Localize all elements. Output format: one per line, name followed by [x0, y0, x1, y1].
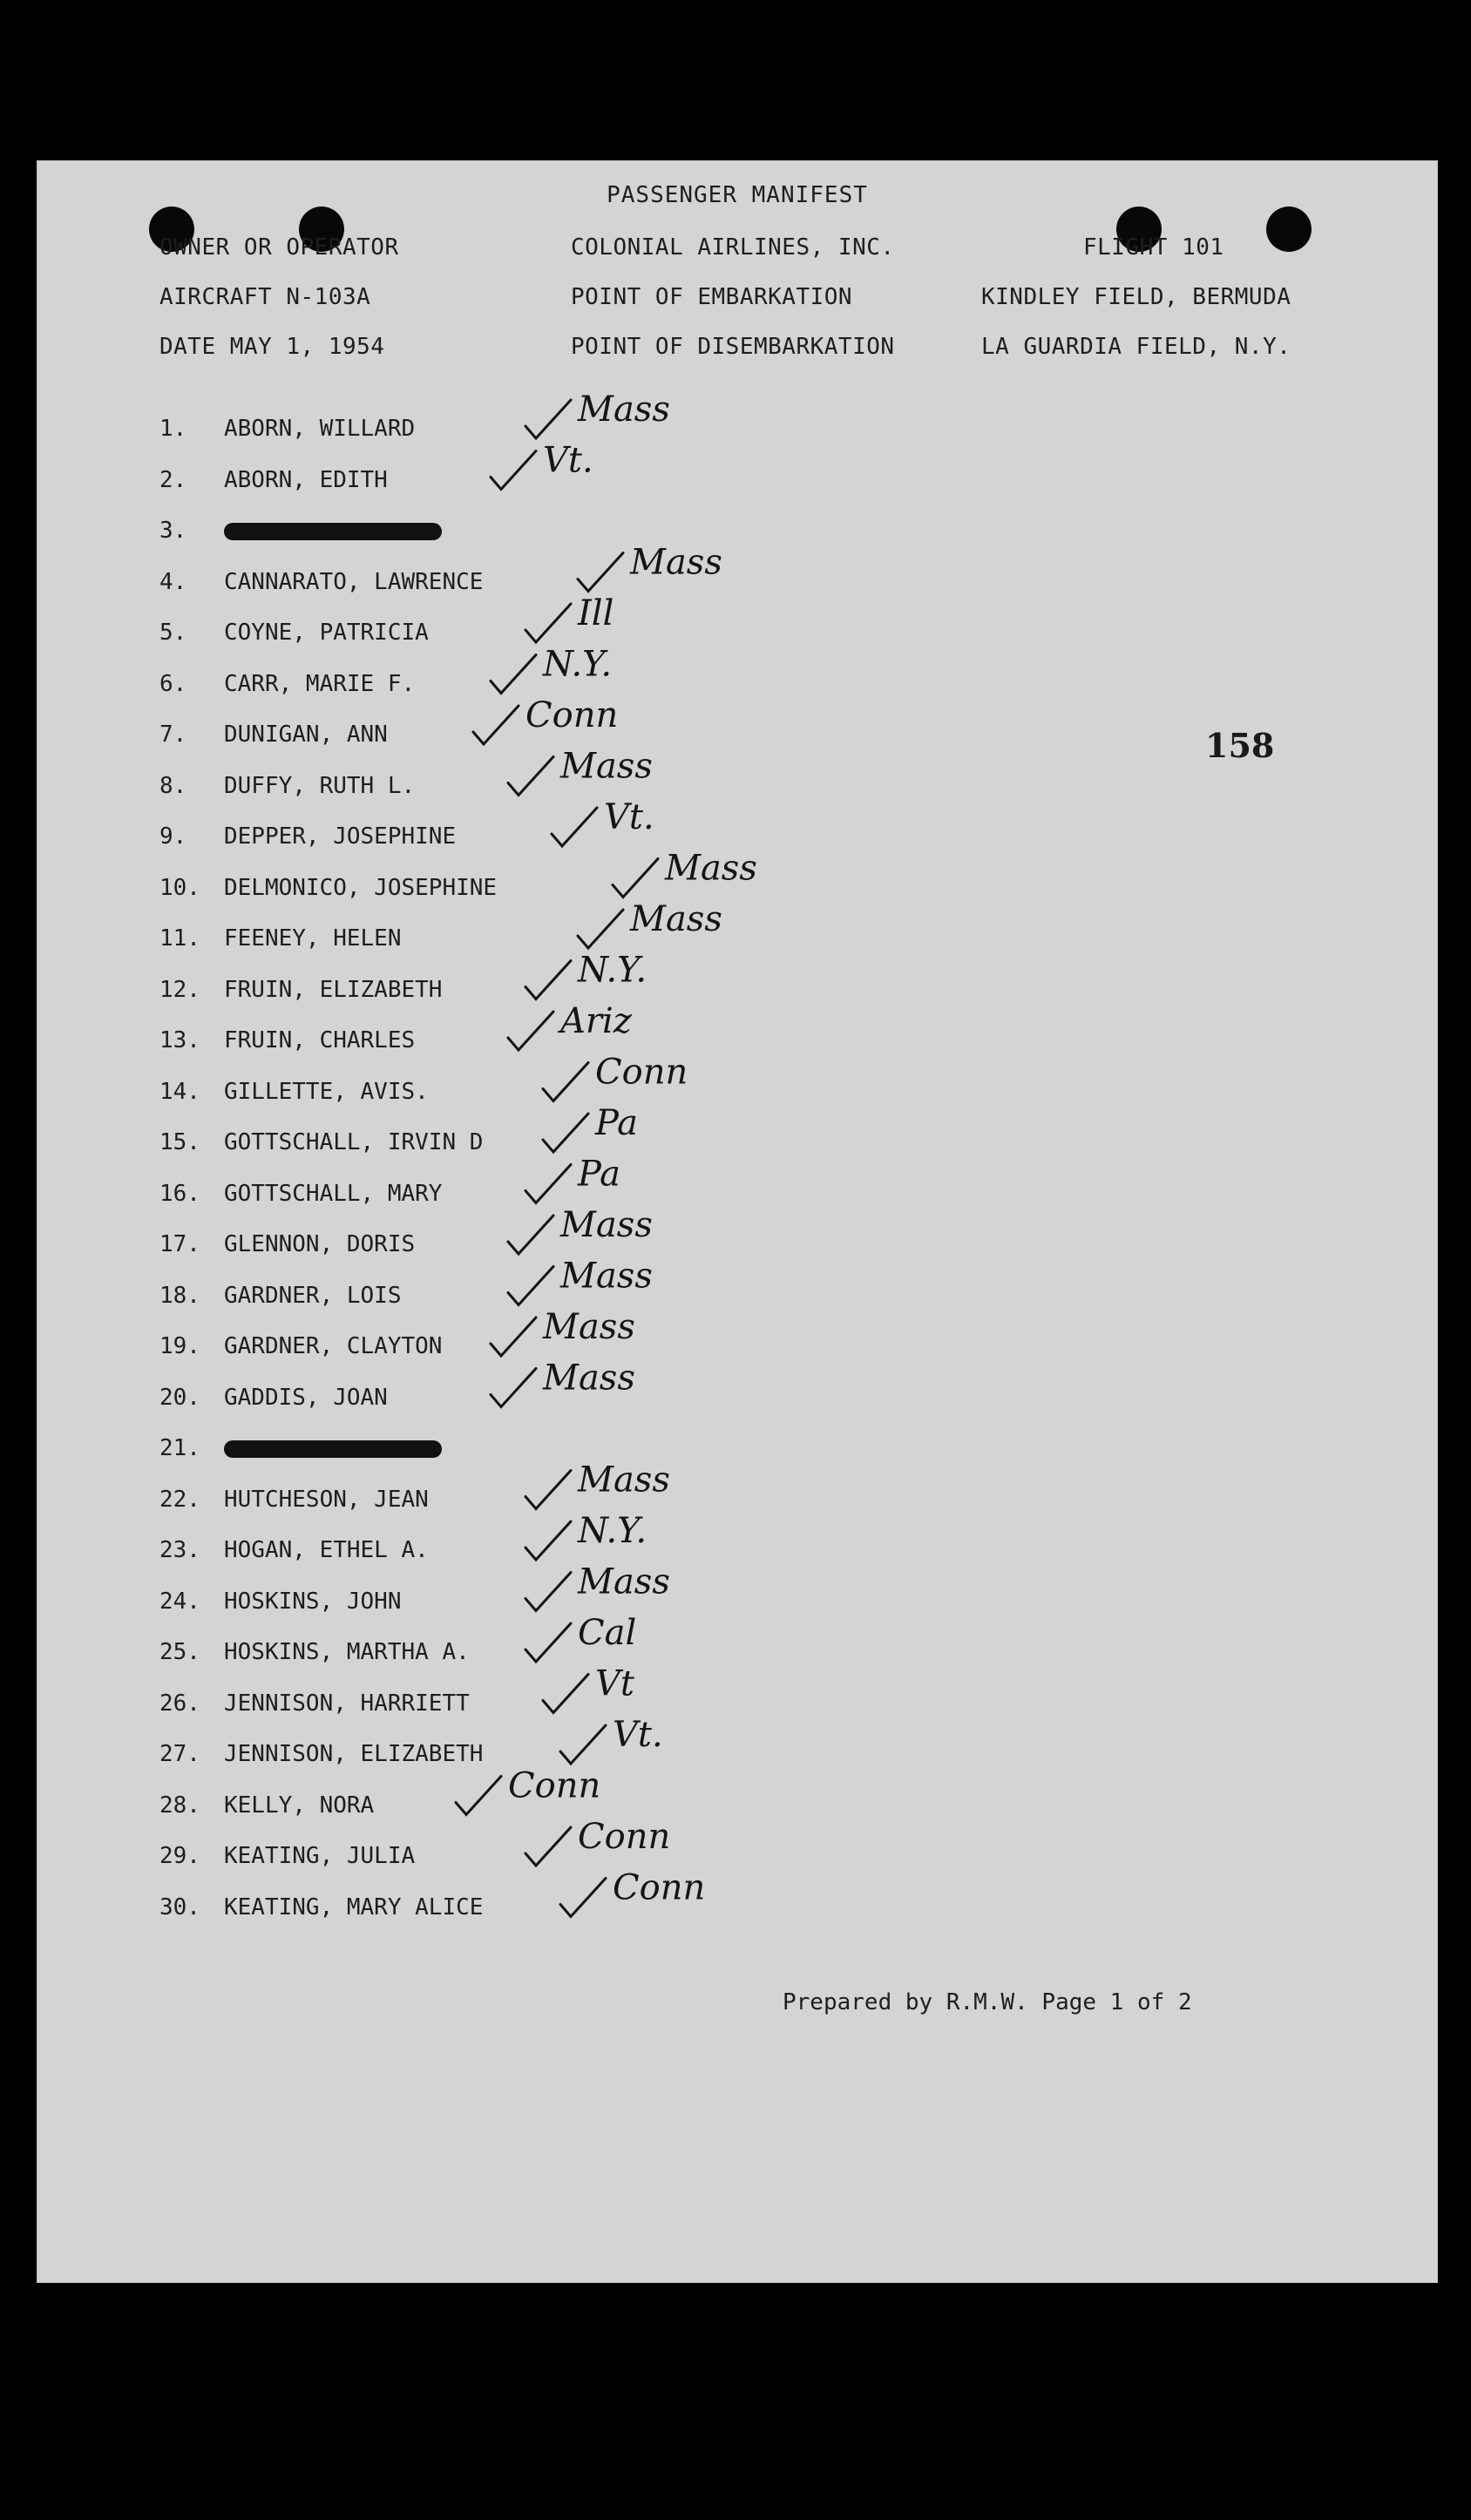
passenger-row: [159, 467, 700, 518]
passenger-number: 5.: [159, 620, 187, 646]
passenger-name: KEATING, MARY ALICE: [224, 1893, 484, 1920]
passenger-row: [159, 1079, 700, 1130]
handwritten-state-note: Conn: [613, 1867, 706, 1908]
passenger-name: DEPPER, JOSEPHINE: [224, 823, 457, 850]
manifest-page: [37, 160, 1438, 2283]
handwritten-state-note: N.Y.: [578, 950, 647, 991]
passenger-number: 8.: [159, 772, 187, 799]
flight-number: FLIGHT 101: [1083, 234, 1224, 261]
passenger-number: 18.: [159, 1282, 200, 1309]
passenger-name: GOTTSCHALL, IRVIN D: [224, 1129, 484, 1155]
passenger-name: CANNARATO, LAWRENCE: [224, 568, 484, 595]
passenger-number: 12.: [159, 976, 200, 1003]
passenger-row: [159, 823, 700, 875]
passenger-name: FRUIN, ELIZABETH: [224, 976, 443, 1003]
passenger-number: 13.: [159, 1027, 200, 1053]
passenger-number: 27.: [159, 1741, 200, 1767]
passenger-name: HOSKINS, JOHN: [224, 1588, 402, 1615]
passenger-row: [159, 1231, 700, 1283]
handwritten-state-note: Mass: [665, 848, 757, 889]
prepared-by-footer: Prepared by R.M.W. Page 1 of 2: [783, 1989, 1192, 2015]
passenger-row: [159, 1639, 700, 1690]
stamped-page-number: 158: [1205, 726, 1275, 765]
handwritten-state-note: Conn: [508, 1765, 601, 1806]
passenger-number: 20.: [159, 1384, 200, 1411]
passenger-name: KEATING, JULIA: [224, 1843, 416, 1869]
passenger-name: DUFFY, RUTH L.: [224, 772, 416, 799]
handwritten-state-note: Vt.: [543, 440, 593, 481]
handwritten-state-note: Cal: [578, 1613, 637, 1653]
passenger-number: 30.: [159, 1893, 200, 1920]
passenger-number: 15.: [159, 1129, 200, 1155]
passenger-number: 4.: [159, 568, 187, 595]
passenger-number: 9.: [159, 823, 187, 850]
passenger-name: GADDIS, JOAN: [224, 1384, 388, 1411]
passenger-name: DELMONICO, JOSEPHINE: [224, 874, 498, 901]
handwritten-state-note: Mass: [560, 746, 653, 787]
passenger-name: CARR, MARIE F.: [224, 670, 416, 697]
passenger-number: 3.: [159, 518, 187, 544]
passenger-name: JENNISON, HARRIETT: [224, 1690, 470, 1717]
passenger-row: [159, 1333, 700, 1385]
passenger-row: [159, 1487, 700, 1538]
passenger-name: GILLETTE, AVIS.: [224, 1078, 429, 1105]
passenger-number: 17.: [159, 1231, 200, 1257]
embarkation-label: POINT OF EMBARKATION: [571, 284, 853, 310]
handwritten-state-note: Ariz: [560, 1001, 632, 1041]
passenger-name: HOGAN, ETHEL A.: [224, 1537, 429, 1563]
passenger-name: ABORN, EDITH: [224, 466, 388, 493]
embarkation-value: KINDLEY FIELD, BERMUDA: [981, 284, 1291, 310]
flight-date: DATE MAY 1, 1954: [159, 334, 385, 360]
passenger-row: [159, 416, 700, 467]
handwritten-state-note: Mass: [630, 899, 722, 939]
passenger-name: FRUIN, CHARLES: [224, 1027, 416, 1053]
passenger-number: 19.: [159, 1333, 200, 1359]
passenger-number: 14.: [159, 1078, 200, 1105]
passenger-name: GLENNON, DORIS: [224, 1231, 416, 1257]
passenger-number: 2.: [159, 466, 187, 493]
passenger-row-redacted: [159, 518, 700, 569]
redaction-mark: [224, 1440, 442, 1458]
passenger-number: 16.: [159, 1180, 200, 1207]
handwritten-state-note: Conn: [595, 1052, 688, 1093]
handwritten-state-note: Pa: [595, 1103, 638, 1143]
passenger-name: HOSKINS, MARTHA A.: [224, 1639, 470, 1665]
passenger-row: [159, 620, 700, 671]
passenger-name: GOTTSCHALL, MARY: [224, 1180, 443, 1207]
passenger-row: [159, 1027, 700, 1079]
passenger-number: 7.: [159, 721, 187, 748]
passenger-number: 11.: [159, 925, 200, 952]
passenger-number: 23.: [159, 1537, 200, 1563]
passenger-number: 28.: [159, 1792, 200, 1819]
handwritten-state-note: Mass: [543, 1358, 635, 1399]
disembarkation-value: LA GUARDIA FIELD, N.Y.: [981, 334, 1291, 360]
passenger-row: [159, 773, 700, 824]
passenger-name: JENNISON, ELIZABETH: [224, 1741, 484, 1767]
passenger-row: [159, 1537, 700, 1589]
owner-value: COLONIAL AIRLINES, INC.: [571, 234, 895, 261]
handwritten-state-note: Vt: [595, 1663, 634, 1704]
handwritten-state-note: Vt.: [604, 797, 654, 837]
handwritten-state-note: Mass: [578, 1561, 670, 1602]
disembarkation-label: POINT OF DISEMBARKATION: [571, 334, 895, 360]
passenger-name: ABORN, WILLARD: [224, 416, 416, 442]
passenger-name: FEENEY, HELEN: [224, 925, 402, 952]
handwritten-state-note: Vt.: [613, 1715, 663, 1755]
passenger-number: 10.: [159, 874, 200, 901]
punch-hole: [1266, 207, 1312, 252]
passenger-row: [159, 1129, 700, 1181]
passenger-row: [159, 1589, 700, 1640]
handwritten-state-note: N.Y.: [578, 1511, 647, 1551]
passenger-row: [159, 569, 700, 620]
passenger-number: 26.: [159, 1690, 200, 1717]
passenger-number: 22.: [159, 1486, 200, 1513]
handwritten-state-note: Mass: [578, 1460, 670, 1500]
redaction-mark: [224, 523, 442, 540]
handwritten-state-note: Mass: [578, 390, 670, 430]
passenger-row: [159, 671, 700, 722]
handwritten-state-note: Mass: [543, 1307, 635, 1347]
passenger-row: [159, 925, 700, 977]
passenger-number: 6.: [159, 670, 187, 697]
passenger-number: 21.: [159, 1435, 200, 1461]
passenger-row: [159, 1741, 700, 1792]
passenger-name: HUTCHESON, JEAN: [224, 1486, 429, 1513]
passenger-number: 29.: [159, 1843, 200, 1869]
passenger-row: [159, 1843, 700, 1894]
passenger-row: [159, 1181, 700, 1232]
passenger-name: KELLY, NORA: [224, 1792, 375, 1819]
passenger-list: [159, 416, 700, 1945]
aircraft-number: AIRCRAFT N-103A: [159, 284, 371, 310]
passenger-name: COYNE, PATRICIA: [224, 620, 429, 646]
passenger-number: 1.: [159, 416, 187, 442]
handwritten-state-note: Mass: [560, 1256, 653, 1297]
handwritten-state-note: Ill: [578, 593, 614, 633]
handwritten-state-note: Mass: [560, 1205, 653, 1245]
passenger-row: [159, 721, 700, 773]
passenger-name: DUNIGAN, ANN: [224, 721, 388, 748]
passenger-row: [159, 977, 700, 1028]
handwritten-state-note: Mass: [630, 542, 722, 583]
passenger-name: GARDNER, CLAYTON: [224, 1333, 443, 1359]
passenger-row: [159, 875, 700, 926]
passenger-row: [159, 1283, 700, 1334]
passenger-row-redacted: [159, 1435, 700, 1487]
handwritten-state-note: Pa: [578, 1154, 620, 1195]
passenger-row: [159, 1385, 700, 1436]
owner-label: OWNER OR OPERATOR: [159, 234, 399, 261]
passenger-row: [159, 1792, 700, 1844]
passenger-name: GARDNER, LOIS: [224, 1282, 402, 1309]
passenger-number: 25.: [159, 1639, 200, 1665]
passenger-row: [159, 1690, 700, 1742]
handwritten-state-note: Conn: [578, 1817, 671, 1857]
passenger-row: [159, 1894, 700, 1946]
handwritten-state-note: N.Y.: [543, 644, 613, 685]
handwritten-state-note: Conn: [525, 695, 619, 735]
passenger-number: 24.: [159, 1588, 200, 1615]
document-title: PASSENGER MANIFEST: [607, 182, 868, 208]
